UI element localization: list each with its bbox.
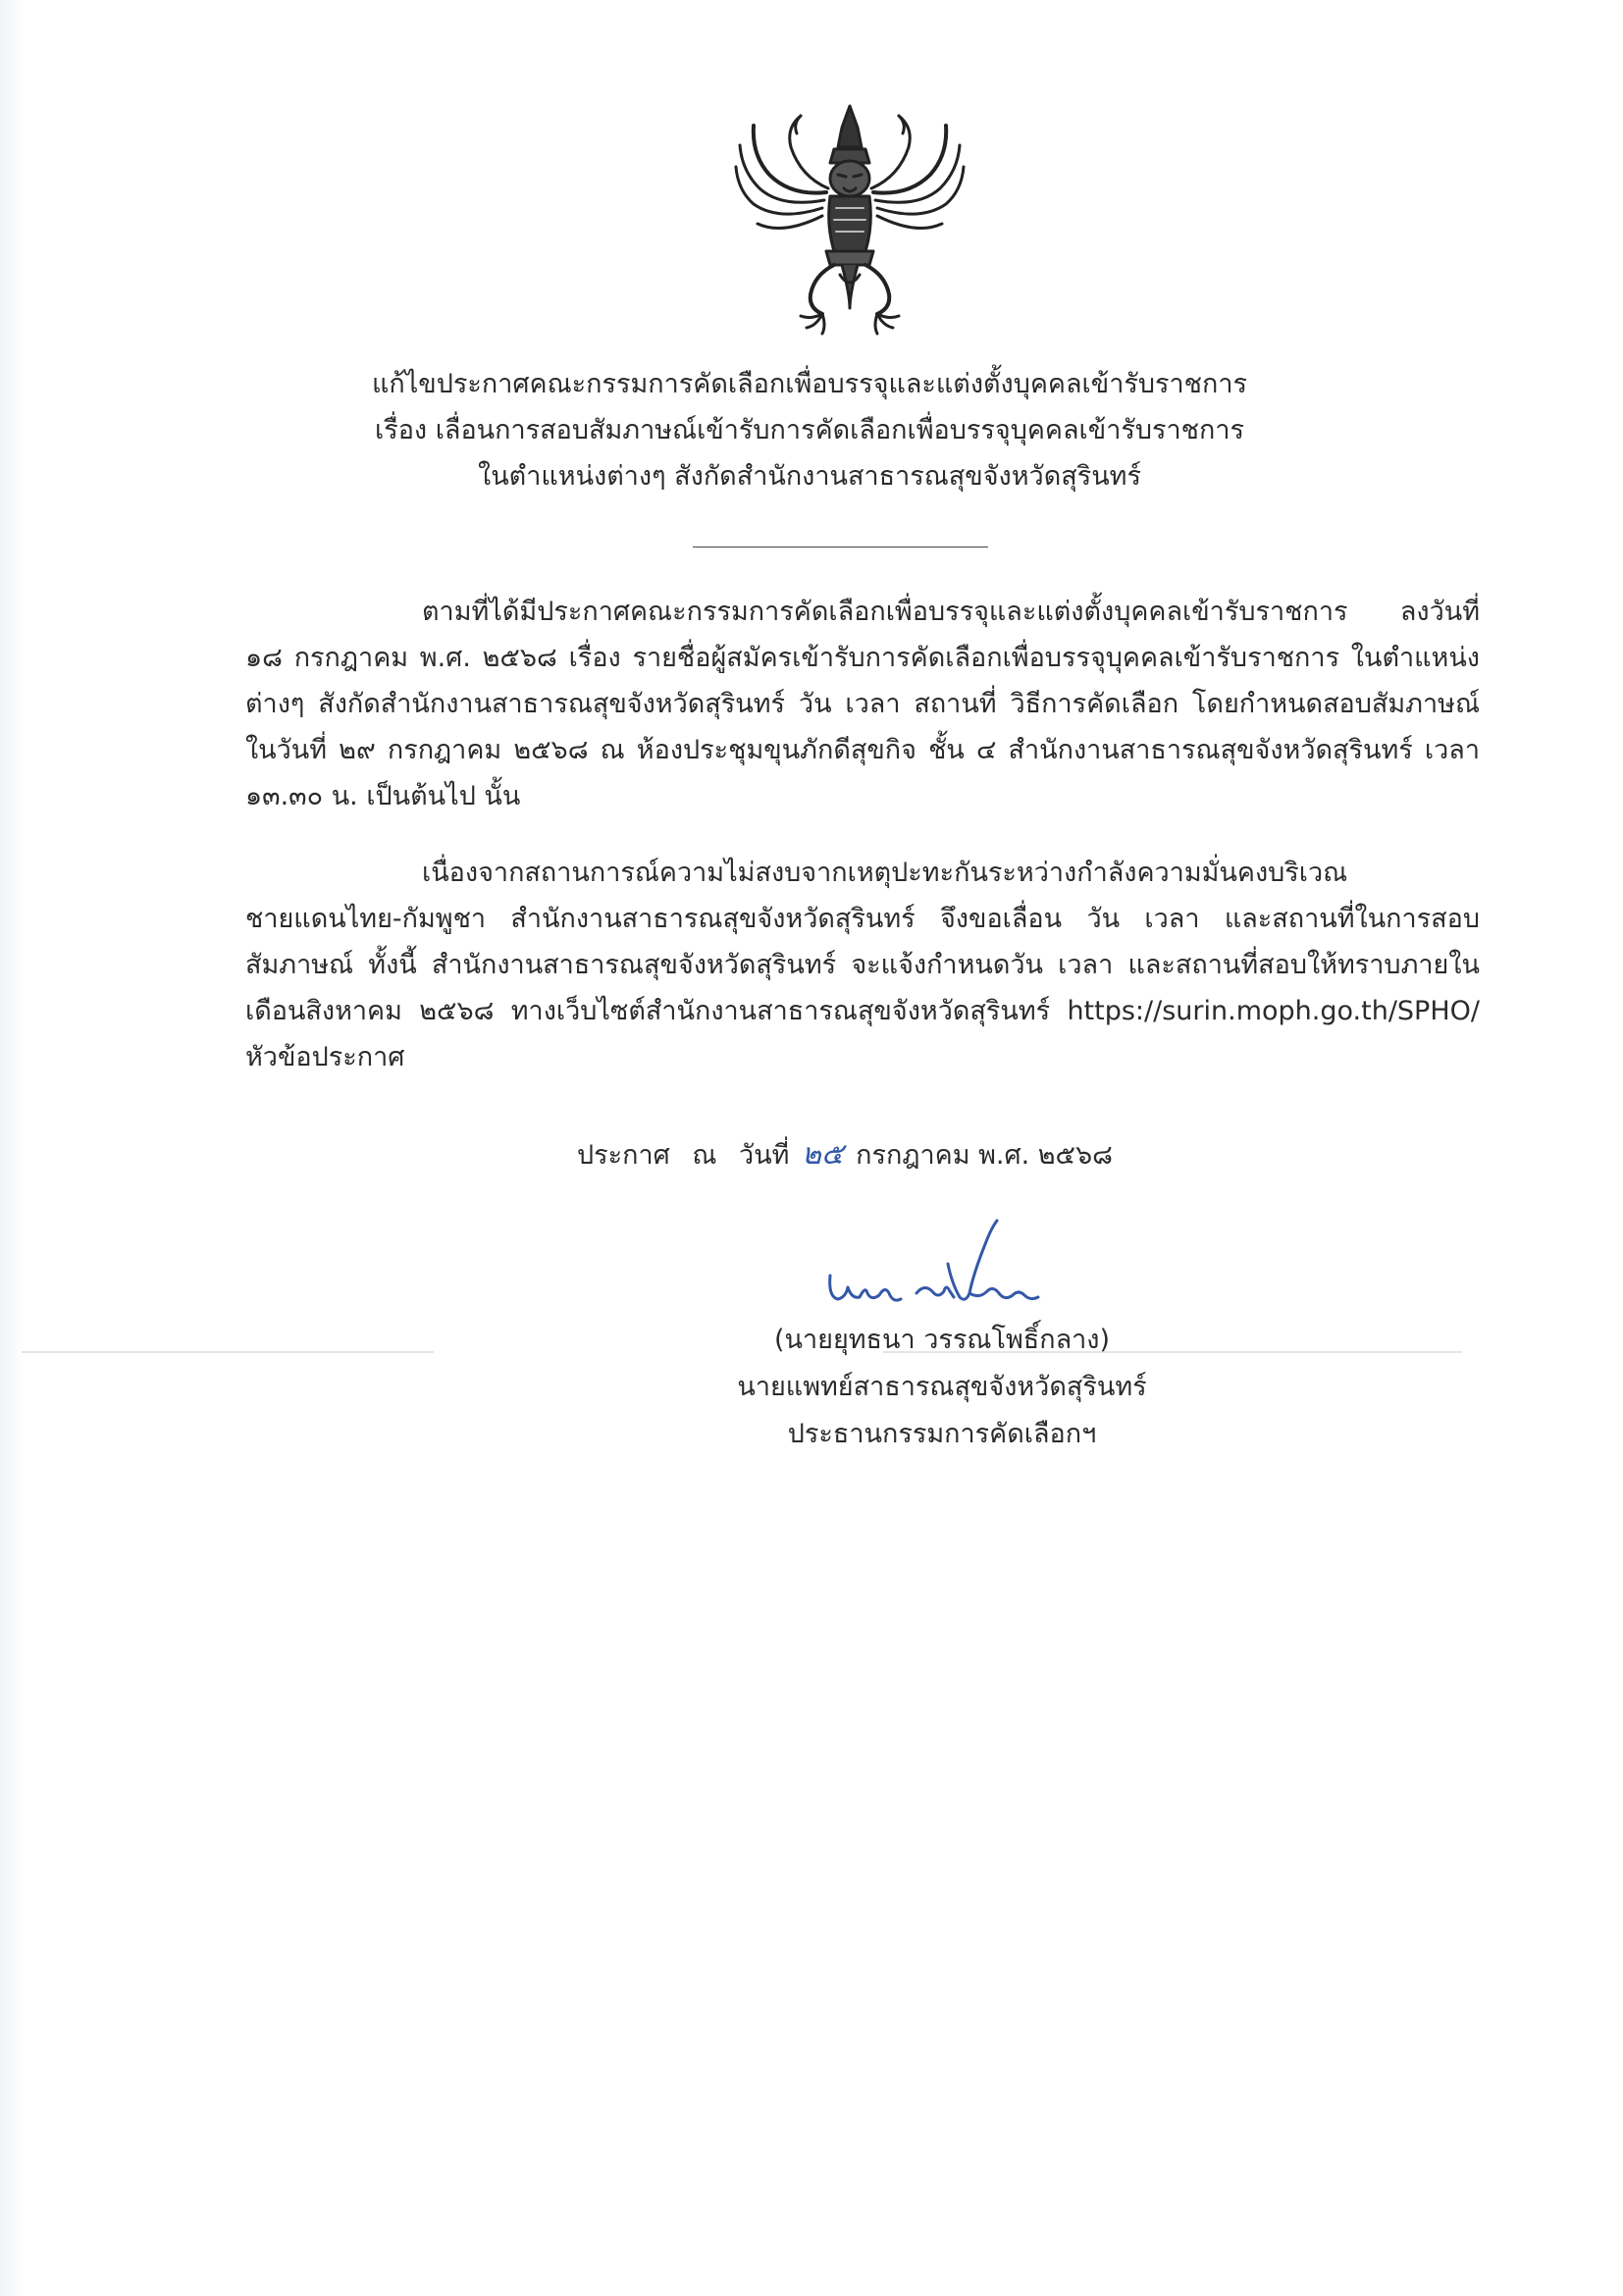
paragraph-2-line: ชายแดนไทย-กัมพูชา สำนักงานสาธารณสุขจังหวัดสุรินทร์ จึงขอเลื่อน วัน เวลา และสถานที่ในการสอบ bbox=[245, 904, 1480, 934]
paragraph-1-line: ในวันที่ ๒๙ กรกฎาคม ๒๕๖๘ ณ ห้องประชุมขุนภักดีสุขกิจ ชั้น ๔ สำนักงานสาธารณสุขจังหวัดสุรินทร์ เวลา bbox=[245, 735, 1480, 765]
handwritten-signature bbox=[822, 1215, 1058, 1323]
date-at: ณ bbox=[692, 1140, 717, 1171]
date-day-handwritten: ๒๕ bbox=[802, 1137, 844, 1172]
paragraph-1-line: ๑๓.๓๐ น. เป็นต้นไป นั้น bbox=[245, 781, 521, 811]
scan-edge bbox=[0, 0, 22, 2296]
paragraph-1-line: ๑๘ กรกฎาคม พ.ศ. ๒๕๖๘ เรื่อง รายชื่อผู้สมัครเข้ารับการคัดเลือกเพื่อบรรจุบุคคลเข้ารับราชการ ในตำแหน่ง bbox=[245, 643, 1480, 673]
signer-role: ประธานกรรมการคัดเลือกฯ bbox=[787, 1419, 1097, 1449]
signer-name: (นายยุทธนา วรรณโพธิ์กลาง) bbox=[773, 1325, 1111, 1355]
signer-block bbox=[687, 1317, 1197, 1458]
paragraph-2 bbox=[245, 850, 1480, 1080]
title-line-3: ในตำแหน่งต่างๆ สังกัดสำนักงานสาธารณสุขจังหวัดสุรินทร์ bbox=[478, 461, 1141, 492]
announcement-date bbox=[577, 1131, 1113, 1178]
title-line-1: แก้ไขประกาศคณะกรรมการคัดเลือกเพื่อบรรจุและแต่งตั้งบุคคลเข้ารับราชการ bbox=[371, 369, 1248, 399]
title-divider bbox=[693, 547, 988, 548]
paragraph-2-line: เนื่องจากสถานการณ์ความไม่สงบจากเหตุปะทะกันระหว่างกำลังความมั่นคงบริเวณ bbox=[422, 858, 1348, 888]
scan-artifact bbox=[22, 1351, 434, 1353]
date-month-year: กรกฎาคม พ.ศ. ๒๕๖๘ bbox=[856, 1140, 1113, 1171]
date-day-label: วันที่ bbox=[739, 1140, 790, 1171]
paragraph-1 bbox=[245, 589, 1480, 819]
date-prefix: ประกาศ bbox=[577, 1140, 670, 1171]
paragraph-2-line: เดือนสิงหาคม ๒๕๖๘ ทางเว็บไซต์สำนักงานสาธารณสุขจังหวัดสุรินทร์ https://surin.moph.go.th/SPHO/ bbox=[245, 996, 1480, 1026]
paragraph-2-line: สัมภาษณ์ ทั้งนี้ สำนักงานสาธารณสุขจังหวัดสุรินทร์ จะแจ้งกำหนดวัน เวลา และสถานที่สอบให้ทราบภายใน bbox=[245, 950, 1480, 980]
garuda-emblem-icon bbox=[732, 98, 968, 338]
paragraph-2-line: หัวข้อประกาศ bbox=[245, 1042, 405, 1072]
document-title bbox=[255, 361, 1364, 499]
signer-position: นายแพทย์สาธารณสุขจังหวัดสุรินทร์ bbox=[737, 1372, 1147, 1402]
paragraph-1-line: ตามที่ได้มีประกาศคณะกรรมการคัดเลือกเพื่อบรรจุและแต่งตั้งบุคคลเข้ารับราชการ ลงวันที่ bbox=[422, 597, 1480, 627]
paragraph-1-line: ต่างๆ สังกัดสำนักงานสาธารณสุขจังหวัดสุรินทร์ วัน เวลา สถานที่ วิธีการคัดเลือก โดยกำหนดสอบสัมภาษณ์ bbox=[245, 689, 1480, 719]
title-line-2: เรื่อง เลื่อนการสอบสัมภาษณ์เข้ารับการคัดเลือกเพื่อบรรจุบุคคลเข้ารับราชการ bbox=[374, 415, 1245, 445]
